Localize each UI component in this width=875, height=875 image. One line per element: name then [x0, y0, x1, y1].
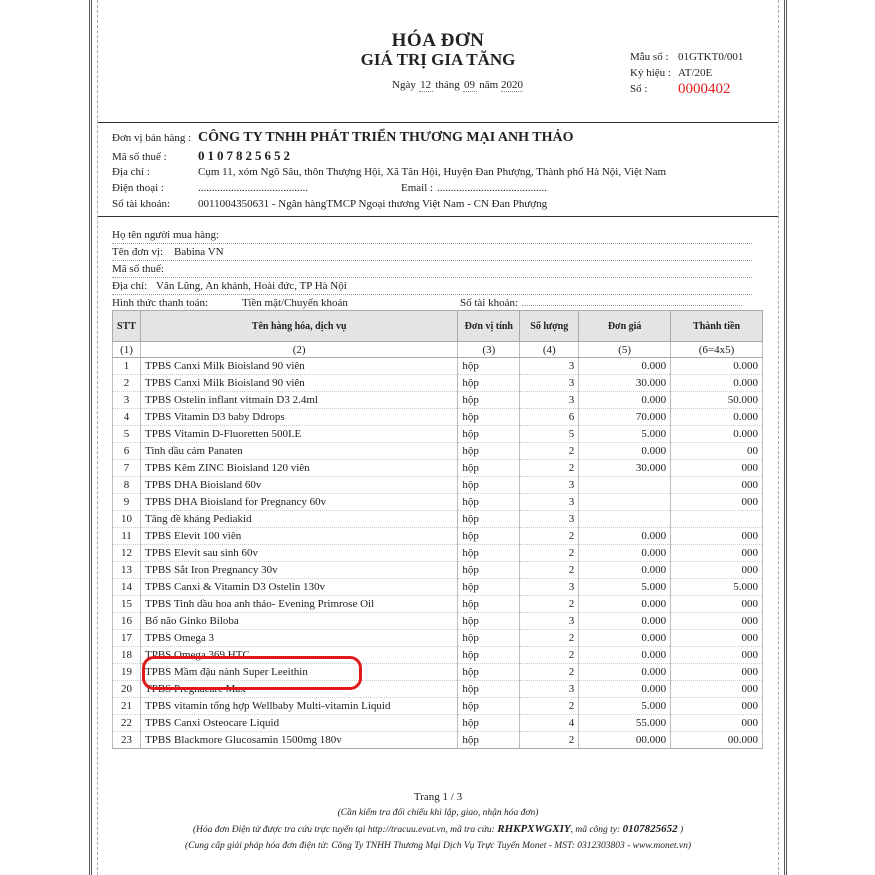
total-cell: 0.000	[671, 409, 763, 426]
item-name-cell: TPBS DHA Bioisland 60v	[140, 477, 457, 494]
footer-note-provider: (Cung cấp giải pháp hóa đơn điện tử: Công Ty TNHH Thương Mại Dịch Vụ Trực Tuyến Monet - MST: 0312303803 - www.monet.vn)	[184, 841, 692, 851]
form-value: 01GTKT0/001	[678, 51, 744, 63]
date-year: 2020	[500, 79, 523, 91]
index-cell: (4)	[520, 342, 579, 358]
stt-cell: 6	[113, 443, 141, 460]
seller-address: Cụm 11, xóm Ngõ Sâu, thôn Thượng Hội, Xã Tân Hội, Huyện Đan Phượng, Thành phố Hà Nội, Việt Nam	[198, 166, 667, 178]
item-name-cell: TPBS Blackmore Glucosamin 1500mg 180v	[140, 732, 457, 749]
price-cell: 0.000	[579, 647, 671, 664]
unit-cell: hộp	[458, 732, 520, 749]
price-cell: 0.000	[579, 528, 671, 545]
table-row	[113, 579, 763, 596]
stt-cell: 10	[113, 511, 141, 528]
total-cell: 5.000	[671, 579, 763, 596]
index-cell: (2)	[140, 342, 457, 358]
price-cell: 55.000	[579, 715, 671, 732]
date-year-label: năm	[479, 79, 499, 91]
qty-cell: 2	[520, 664, 579, 681]
qty-cell: 2	[520, 596, 579, 613]
price-cell	[579, 494, 671, 511]
qty-cell: 3	[520, 613, 579, 630]
stt-cell: 20	[113, 681, 141, 698]
price-cell: 0.000	[579, 358, 671, 375]
index-cell: (5)	[579, 342, 671, 358]
lookup-prefix: (Hóa đơn Điện tử được tra cứu trực tuyến tại http://tracuu.evat.vn, mã tra cứu:	[192, 825, 495, 835]
unit-cell: hộp	[458, 477, 520, 494]
seller-email-label: Email :	[401, 182, 434, 194]
table-row	[113, 732, 763, 749]
unit-cell: hộp	[458, 647, 520, 664]
price-cell: 0.000	[579, 392, 671, 409]
price-cell: 5.000	[579, 579, 671, 596]
col-header-total: Thành tiền	[671, 311, 763, 342]
total-cell: 00	[671, 443, 763, 460]
stt-cell: 11	[113, 528, 141, 545]
item-name-cell: TPBS Omega 369 HTC	[140, 647, 457, 664]
seller-account: 0011004350631 - Ngân hàngTMCP Ngoại thương Việt Nam - CN Đan Phượng	[198, 198, 548, 210]
total-cell: 000	[671, 681, 763, 698]
item-name-cell: TPBS Omega 3	[140, 630, 457, 647]
invoice-meta	[630, 49, 743, 97]
unit-cell: hộp	[458, 392, 520, 409]
total-cell: 000	[671, 460, 763, 477]
index-cell: (6=4x5)	[671, 342, 763, 358]
seller-name: CÔNG TY TNHH PHÁT TRIỂN THƯƠNG MẠI ANH THẢO	[198, 130, 574, 145]
price-cell	[579, 477, 671, 494]
stt-cell: 21	[113, 698, 141, 715]
date-prefix: Ngày	[392, 79, 416, 91]
symbol-label: Ký hiệu :	[630, 67, 671, 79]
invoice-subtitle: GIÁ TRỊ GIA TĂNG	[360, 50, 516, 69]
footer-note-lookup	[92, 823, 784, 835]
invoice-date	[392, 79, 523, 92]
lookup-suffix: )	[679, 825, 684, 835]
total-cell: 00.000	[671, 732, 763, 749]
stt-cell: 14	[113, 579, 141, 596]
table-row	[113, 392, 763, 409]
table-row	[113, 596, 763, 613]
price-cell: 30.000	[579, 460, 671, 477]
qty-cell: 3	[520, 681, 579, 698]
col-header-price: Đơn giá	[579, 311, 671, 342]
stt-cell: 22	[113, 715, 141, 732]
item-name-cell: TPBS DHA Bioisland for Pregnancy 60v	[140, 494, 457, 511]
stt-cell: 8	[113, 477, 141, 494]
unit-cell: hộp	[458, 664, 520, 681]
price-cell: 0.000	[579, 681, 671, 698]
unit-cell: hộp	[458, 409, 520, 426]
divider	[98, 216, 778, 217]
col-header-stt: STT	[113, 311, 141, 342]
col-header-qty: Số lượng	[520, 311, 579, 342]
qty-cell: 3	[520, 375, 579, 392]
unit-cell: hộp	[458, 562, 520, 579]
stt-cell: 1	[113, 358, 141, 375]
price-cell: 0.000	[579, 596, 671, 613]
date-day: 12	[420, 79, 432, 91]
buyer-unit-label: Tên đơn vị:	[112, 246, 164, 258]
item-name-cell: TPBS Vitamin D3 baby Ddrops	[140, 409, 457, 426]
divider	[98, 122, 778, 123]
col-header-name: Tên hàng hóa, dịch vụ	[140, 311, 457, 342]
unit-cell: hộp	[458, 528, 520, 545]
seller-tax-label: Mã số thuế :	[112, 151, 167, 163]
qty-cell: 2	[520, 647, 579, 664]
qty-cell: 3	[520, 358, 579, 375]
item-name-cell: TPBS Pregnacare Max	[140, 681, 457, 698]
price-cell: 5.000	[579, 698, 671, 715]
unit-cell: hộp	[458, 494, 520, 511]
qty-cell: 6	[520, 409, 579, 426]
page-number: Trang 1 / 3	[413, 791, 463, 803]
table-header-row	[113, 311, 763, 342]
stt-cell: 4	[113, 409, 141, 426]
invoice-title: HÓA ĐƠN	[391, 30, 485, 51]
date-month-label: tháng	[435, 79, 460, 91]
total-cell: 000	[671, 494, 763, 511]
table-row	[113, 562, 763, 579]
footer-note-check: (Cần kiểm tra đối chiếu khi lập, giao, nhận hóa đơn)	[337, 808, 539, 818]
number-label: Số :	[630, 83, 648, 95]
item-name-cell: TPBS Tinh dầu hoa anh thảo- Evening Primrose Oil	[140, 596, 457, 613]
item-name-cell: Tinh dầu cảm Panaten	[140, 443, 457, 460]
payment-method: Tiền mặt/Chuyển khoản	[242, 295, 460, 312]
lookup-mid: , mã công ty:	[570, 825, 621, 835]
total-cell: 000	[671, 528, 763, 545]
price-cell: 0.000	[579, 443, 671, 460]
total-cell: 0.000	[671, 375, 763, 392]
table-row	[113, 511, 763, 528]
seller-address-label: Địa chỉ :	[112, 166, 150, 178]
price-cell: 30.000	[579, 375, 671, 392]
price-cell: 0.000	[579, 613, 671, 630]
price-cell: 0.000	[579, 630, 671, 647]
stt-cell: 15	[113, 596, 141, 613]
stt-cell: 3	[113, 392, 141, 409]
table-row	[113, 630, 763, 647]
stt-cell: 23	[113, 732, 141, 749]
item-name-cell: TPBS Canxi Milk Bioisland 90 viên	[140, 375, 457, 392]
buyer-address-label: Địa chỉ:	[112, 280, 148, 292]
seller-account-label: Số tài khoản:	[112, 198, 171, 210]
symbol-value: AT/20E	[678, 67, 713, 79]
item-name-cell: TPBS Canxi & Vitamin D3 Ostelin 130v	[140, 579, 457, 596]
qty-cell: 2	[520, 460, 579, 477]
qty-cell: 2	[520, 698, 579, 715]
item-name-cell: TPBS Elevit sau sinh 60v	[140, 545, 457, 562]
total-cell: 000	[671, 545, 763, 562]
qty-cell: 3	[520, 477, 579, 494]
date-month: 09	[464, 79, 476, 91]
qty-cell: 3	[520, 511, 579, 528]
unit-cell: hộp	[458, 596, 520, 613]
item-name-cell: Bổ não Ginko Biloba	[140, 613, 457, 630]
item-name-cell: TPBS Mầm đậu nành Super Leeithin	[140, 664, 457, 681]
payment-label: Hình thức thanh toán:	[112, 297, 209, 309]
table-row	[113, 698, 763, 715]
unit-cell: hộp	[458, 460, 520, 477]
table-index-row	[113, 342, 763, 358]
table-row	[113, 375, 763, 392]
qty-cell: 3	[520, 392, 579, 409]
unit-cell: hộp	[458, 681, 520, 698]
stt-cell: 5	[113, 426, 141, 443]
buyer-account	[522, 305, 742, 306]
unit-cell: hộp	[458, 511, 520, 528]
table-row	[113, 426, 763, 443]
index-cell: (3)	[458, 342, 520, 358]
price-cell: 0.000	[579, 562, 671, 579]
unit-cell: hộp	[458, 545, 520, 562]
table-row	[113, 358, 763, 375]
price-cell: 00.000	[579, 732, 671, 749]
total-cell	[671, 511, 763, 528]
unit-cell: hộp	[458, 375, 520, 392]
stt-cell: 17	[113, 630, 141, 647]
unit-cell: hộp	[458, 443, 520, 460]
total-cell: 50.000	[671, 392, 763, 409]
price-cell: 0.000	[579, 664, 671, 681]
table-row	[113, 494, 763, 511]
buyer-address: Vân Lũng, An khánh, Hoài đức, TP Hà Nội	[156, 280, 347, 292]
unit-cell: hộp	[458, 426, 520, 443]
qty-cell: 2	[520, 562, 579, 579]
col-header-unit: Đơn vị tính	[458, 311, 520, 342]
buyer-section	[112, 227, 764, 311]
table-row	[113, 545, 763, 562]
qty-cell: 2	[520, 443, 579, 460]
seller-email: ........................................	[437, 182, 547, 194]
stt-cell: 13	[113, 562, 141, 579]
buyer-name-label: Họ tên người mua hàng:	[112, 229, 220, 241]
item-name-cell: TPBS Ostelin inflant vitmain D3 2.4ml	[140, 392, 457, 409]
price-cell: 70.000	[579, 409, 671, 426]
price-cell	[579, 511, 671, 528]
total-cell: 0.000	[671, 358, 763, 375]
company-code: 0107825652	[622, 823, 678, 835]
price-cell: 0.000	[579, 545, 671, 562]
seller-phone-label: Điện thoại :	[112, 182, 164, 194]
total-cell: 000	[671, 630, 763, 647]
total-cell: 000	[671, 715, 763, 732]
qty-cell: 4	[520, 715, 579, 732]
table-row	[113, 460, 763, 477]
qty-cell: 2	[520, 732, 579, 749]
qty-cell: 3	[520, 579, 579, 596]
total-cell: 0.000	[671, 426, 763, 443]
table-row	[113, 477, 763, 494]
item-name-cell: TPBS Vitamin D-Fluoretten 500I.E	[140, 426, 457, 443]
unit-cell: hộp	[458, 698, 520, 715]
item-name-cell: TPBS vitamin tổng hợp Wellbaby Multi-vitamin Liquid	[140, 698, 457, 715]
total-cell: 000	[671, 596, 763, 613]
item-name-cell: TPBS Sắt Iron Pregnancy 30v	[140, 562, 457, 579]
item-name-cell: TPBS Elevit 100 viên	[140, 528, 457, 545]
table-row	[113, 443, 763, 460]
total-cell: 000	[671, 647, 763, 664]
stt-cell: 12	[113, 545, 141, 562]
stt-cell: 7	[113, 460, 141, 477]
invoice-number: 0000402	[678, 81, 731, 97]
total-cell: 000	[671, 664, 763, 681]
qty-cell: 3	[520, 494, 579, 511]
table-row	[113, 409, 763, 426]
stt-cell: 16	[113, 613, 141, 630]
unit-cell: hộp	[458, 579, 520, 596]
seller-phone: ........................................	[198, 182, 308, 194]
qty-cell: 2	[520, 528, 579, 545]
qty-cell: 2	[520, 545, 579, 562]
total-cell: 000	[671, 698, 763, 715]
highlight-circle	[142, 656, 362, 690]
qty-cell: 5	[520, 426, 579, 443]
item-name-cell: Tăng đề kháng Pediakid	[140, 511, 457, 528]
seller-unit-label: Đơn vị bán hàng :	[112, 132, 192, 144]
invoice-sheet	[89, 0, 787, 875]
unit-cell: hộp	[458, 630, 520, 647]
stt-cell: 19	[113, 664, 141, 681]
item-name-cell: TPBS Canxi Milk Bioisland 90 viên	[140, 358, 457, 375]
form-label: Mẫu số :	[630, 51, 669, 63]
qty-cell: 2	[520, 630, 579, 647]
stt-cell: 18	[113, 647, 141, 664]
seller-tax-code: 0107825652	[198, 148, 293, 163]
buyer-account-label: Số tài khoản:	[460, 297, 519, 309]
table-row	[113, 528, 763, 545]
buyer-unit: Babina VN	[174, 246, 224, 258]
total-cell: 000	[671, 562, 763, 579]
unit-cell: hộp	[458, 613, 520, 630]
unit-cell: hộp	[458, 715, 520, 732]
table-row	[113, 613, 763, 630]
buyer-tax-label: Mã số thuế:	[112, 263, 164, 275]
total-cell: 000	[671, 613, 763, 630]
item-name-cell: TPBS Canxi Osteocare Liquid	[140, 715, 457, 732]
total-cell: 000	[671, 477, 763, 494]
item-name-cell: TPBS Kẽm ZINC Bioisland 120 viên	[140, 460, 457, 477]
lookup-code: RHKPXWGXIY	[497, 823, 571, 835]
price-cell: 5.000	[579, 426, 671, 443]
stt-cell: 9	[113, 494, 141, 511]
unit-cell: hộp	[458, 358, 520, 375]
index-cell: (1)	[113, 342, 141, 358]
seller-section	[112, 130, 764, 212]
stt-cell: 2	[113, 375, 141, 392]
table-row	[113, 715, 763, 732]
